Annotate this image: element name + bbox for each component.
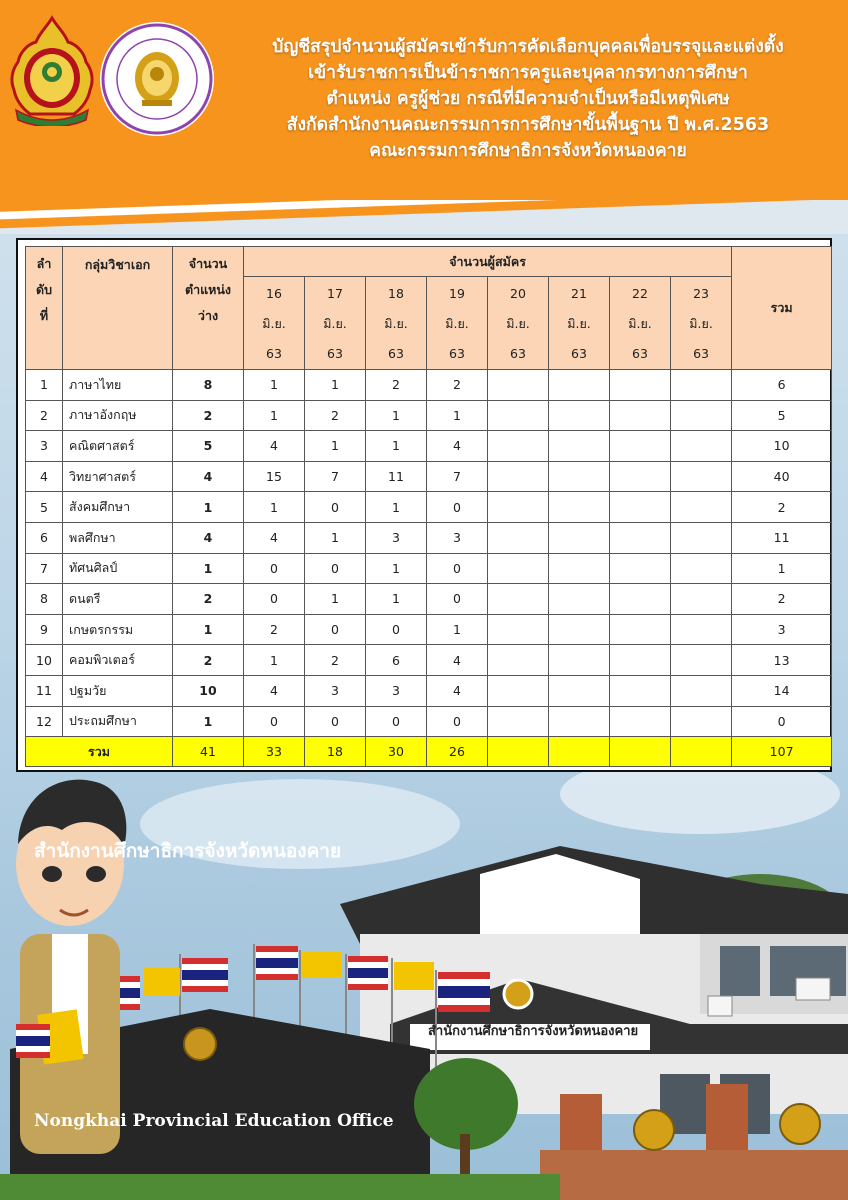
row-count-cell <box>488 522 549 553</box>
col-header-order-line: ที่ <box>39 308 49 323</box>
row-count-cell: 2 <box>366 370 427 401</box>
row-count-cell: 2 <box>244 614 305 645</box>
row-count-cell <box>549 400 610 431</box>
row-positions: 2 <box>173 400 244 431</box>
col-header-subject: กลุ่มวิชาเอก <box>63 247 173 370</box>
table-row <box>26 614 832 645</box>
row-count-cell <box>671 553 732 584</box>
row-count-cell: 0 <box>305 492 366 523</box>
row-total: 0 <box>732 706 832 737</box>
row-count-cell <box>549 522 610 553</box>
row-positions: 5 <box>173 431 244 462</box>
applicant-summary-table <box>25 246 832 767</box>
row-count-cell <box>549 553 610 584</box>
row-count-cell <box>488 584 549 615</box>
col-header-order <box>26 247 63 370</box>
row-count-cell: 15 <box>244 461 305 492</box>
row-count-cell: 1 <box>244 492 305 523</box>
row-count-cell: 1 <box>366 400 427 431</box>
date-day: 18 <box>388 286 404 301</box>
table-row <box>26 522 832 553</box>
row-total: 14 <box>732 675 832 706</box>
row-count-cell <box>488 431 549 462</box>
col-header-positions-line: ว่าง <box>197 308 219 323</box>
row-count-cell: 0 <box>305 553 366 584</box>
row-count-cell <box>610 522 671 553</box>
total-count-cell <box>488 737 549 767</box>
row-count-cell <box>549 614 610 645</box>
row-count-cell <box>610 553 671 584</box>
col-header-applicants: จำนวนผู้สมัคร <box>244 247 732 277</box>
row-count-cell: 1 <box>305 431 366 462</box>
row-subject: ทัศนศิลป์ <box>63 553 173 584</box>
row-count-cell: 0 <box>244 553 305 584</box>
row-number: 12 <box>26 706 63 737</box>
row-positions: 1 <box>173 553 244 584</box>
col-header-order-line: ดับ <box>35 282 53 297</box>
row-positions: 2 <box>173 584 244 615</box>
row-count-cell <box>549 492 610 523</box>
row-count-cell <box>610 431 671 462</box>
obec-emblem-icon <box>6 14 98 126</box>
row-count-cell: 0 <box>427 553 488 584</box>
total-count-cell: 18 <box>305 737 366 767</box>
header-stripe-divider <box>0 200 848 234</box>
date-year: 63 <box>693 346 709 361</box>
row-count-cell <box>549 461 610 492</box>
row-count-cell <box>488 492 549 523</box>
row-count-cell: 2 <box>305 400 366 431</box>
col-header-date <box>671 277 732 370</box>
row-count-cell <box>549 584 610 615</box>
row-total: 10 <box>732 431 832 462</box>
row-count-cell: 4 <box>427 645 488 676</box>
col-header-date <box>305 277 366 370</box>
col-header-positions <box>173 247 244 370</box>
total-count-cell <box>549 737 610 767</box>
row-subject: ภาษาอังกฤษ <box>63 400 173 431</box>
row-total: 11 <box>732 522 832 553</box>
date-month: มิ.ย. <box>689 316 713 331</box>
row-count-cell <box>549 431 610 462</box>
row-count-cell <box>610 675 671 706</box>
row-total: 3 <box>732 614 832 645</box>
col-header-date <box>610 277 671 370</box>
table-row <box>26 400 832 431</box>
row-number: 3 <box>26 431 63 462</box>
row-count-cell: 0 <box>244 706 305 737</box>
row-count-cell <box>671 614 732 645</box>
row-count-cell: 7 <box>305 461 366 492</box>
row-count-cell: 1 <box>366 584 427 615</box>
total-count-cell: 26 <box>427 737 488 767</box>
row-count-cell <box>610 400 671 431</box>
table-row <box>26 370 832 401</box>
row-subject: ภาษาไทย <box>63 370 173 401</box>
table-total-row <box>26 737 832 767</box>
date-year: 63 <box>571 346 587 361</box>
row-count-cell <box>671 706 732 737</box>
row-count-cell <box>488 645 549 676</box>
table-row <box>26 492 832 523</box>
row-count-cell: 1 <box>427 400 488 431</box>
row-number: 7 <box>26 553 63 584</box>
row-count-cell: 4 <box>244 522 305 553</box>
date-day: 20 <box>510 286 526 301</box>
row-number: 5 <box>26 492 63 523</box>
row-subject: วิทยาศาสตร์ <box>63 461 173 492</box>
row-count-cell: 4 <box>427 431 488 462</box>
table-row <box>26 645 832 676</box>
row-count-cell <box>671 431 732 462</box>
row-total: 40 <box>732 461 832 492</box>
row-count-cell: 1 <box>244 400 305 431</box>
row-count-cell <box>610 492 671 523</box>
row-count-cell: 1 <box>244 645 305 676</box>
date-day: 19 <box>449 286 465 301</box>
date-month: มิ.ย. <box>445 316 469 331</box>
building-name-text: สำนักงานศึกษาธิการจังหวัดหนองคาย <box>428 1024 639 1039</box>
date-month: มิ.ย. <box>323 316 347 331</box>
thai-flag-icon <box>182 958 228 992</box>
row-count-cell <box>488 553 549 584</box>
table-body <box>26 370 832 737</box>
row-count-cell <box>549 675 610 706</box>
row-subject: พลศึกษา <box>63 522 173 553</box>
row-number: 4 <box>26 461 63 492</box>
row-count-cell: 1 <box>305 584 366 615</box>
date-year: 63 <box>510 346 526 361</box>
row-subject: คณิตศาสตร์ <box>63 431 173 462</box>
row-positions: 4 <box>173 522 244 553</box>
row-count-cell: 1 <box>305 370 366 401</box>
row-count-cell <box>671 492 732 523</box>
date-year: 63 <box>449 346 465 361</box>
sign-english-text: Nongkhai Provincial Education Office <box>34 1111 394 1131</box>
row-number: 10 <box>26 645 63 676</box>
row-count-cell <box>610 584 671 615</box>
row-count-cell: 4 <box>427 675 488 706</box>
row-count-cell <box>488 461 549 492</box>
row-count-cell: 0 <box>244 584 305 615</box>
row-number: 11 <box>26 675 63 706</box>
row-subject: เกษตรกรรม <box>63 614 173 645</box>
row-count-cell: 1 <box>366 492 427 523</box>
row-count-cell <box>610 645 671 676</box>
header-banner <box>0 0 848 200</box>
col-header-date <box>244 277 305 370</box>
col-header-positions-line: จำนวน <box>188 256 228 271</box>
row-total: 2 <box>732 492 832 523</box>
row-positions: 2 <box>173 645 244 676</box>
title-line-2: เข้ารับราชการเป็นข้าราชการครูและบุคลากรทางการศึกษา <box>308 63 748 83</box>
date-month: มิ.ย. <box>384 316 408 331</box>
row-number: 8 <box>26 584 63 615</box>
row-count-cell: 0 <box>427 584 488 615</box>
row-count-cell: 6 <box>366 645 427 676</box>
date-year: 63 <box>327 346 343 361</box>
row-total: 2 <box>732 584 832 615</box>
row-number: 1 <box>26 370 63 401</box>
moe-office-seal-icon <box>100 22 214 136</box>
date-year: 63 <box>266 346 282 361</box>
table-row <box>26 675 832 706</box>
total-count-cell: 30 <box>366 737 427 767</box>
row-count-cell <box>549 706 610 737</box>
row-count-cell: 0 <box>366 614 427 645</box>
table-row <box>26 584 832 615</box>
row-count-cell <box>610 370 671 401</box>
row-count-cell <box>671 370 732 401</box>
row-count-cell: 1 <box>427 614 488 645</box>
total-count-cell <box>671 737 732 767</box>
table-row <box>26 706 832 737</box>
row-count-cell: 0 <box>305 706 366 737</box>
date-year: 63 <box>632 346 648 361</box>
row-subject: คอมพิวเตอร์ <box>63 645 173 676</box>
row-count-cell: 2 <box>305 645 366 676</box>
date-day: 23 <box>693 286 709 301</box>
row-count-cell <box>671 461 732 492</box>
title-line-5: คณะกรรมการศึกษาธิการจังหวัดหนองคาย <box>369 141 687 161</box>
row-count-cell <box>488 370 549 401</box>
title-line-3: ตำแหน่ง ครูผู้ช่วย กรณีที่มีความจำเป็นหรือมีเหตุพิเศษ <box>326 89 730 109</box>
row-total: 5 <box>732 400 832 431</box>
row-count-cell <box>671 645 732 676</box>
row-count-cell: 0 <box>305 614 366 645</box>
title-line-4: สังกัดสำนักงานคณะกรรมการการศึกษาขั้นพื้นฐาน ปี พ.ศ.2563 <box>286 115 770 135</box>
row-number: 2 <box>26 400 63 431</box>
date-day: 22 <box>632 286 648 301</box>
row-positions: 1 <box>173 492 244 523</box>
row-count-cell: 3 <box>305 675 366 706</box>
col-header-positions-line: ตำแหน่ง <box>184 282 232 297</box>
table-row <box>26 461 832 492</box>
row-positions: 1 <box>173 614 244 645</box>
row-subject: ดนตรี <box>63 584 173 615</box>
table-row <box>26 553 832 584</box>
row-count-cell: 0 <box>427 706 488 737</box>
row-count-cell <box>610 614 671 645</box>
row-count-cell: 3 <box>366 522 427 553</box>
col-header-date <box>488 277 549 370</box>
row-count-cell <box>488 400 549 431</box>
row-count-cell: 4 <box>244 675 305 706</box>
row-count-cell <box>610 706 671 737</box>
col-header-date <box>427 277 488 370</box>
row-count-cell <box>549 370 610 401</box>
row-count-cell <box>671 675 732 706</box>
row-count-cell: 7 <box>427 461 488 492</box>
date-month: มิ.ย. <box>262 316 286 331</box>
row-total: 13 <box>732 645 832 676</box>
row-count-cell <box>671 400 732 431</box>
total-positions: 41 <box>173 737 244 767</box>
date-month: มิ.ย. <box>506 316 530 331</box>
date-day: 16 <box>266 286 282 301</box>
row-count-cell: 3 <box>366 675 427 706</box>
row-count-cell: 1 <box>305 522 366 553</box>
row-number: 9 <box>26 614 63 645</box>
row-count-cell: 0 <box>427 492 488 523</box>
date-day: 17 <box>327 286 343 301</box>
total-count-cell: 33 <box>244 737 305 767</box>
grand-total: 107 <box>732 737 832 767</box>
row-count-cell: 1 <box>366 431 427 462</box>
table-header-row-1 <box>26 247 832 277</box>
row-subject: ประถมศึกษา <box>63 706 173 737</box>
row-subject: สังคมศึกษา <box>63 492 173 523</box>
title-line-1: บัญชีสรุปจำนวนผู้สมัครเข้ารับการคัดเลือกบุคคลเพื่อบรรจุและแต่งตั้ง <box>272 37 784 57</box>
row-count-cell: 0 <box>366 706 427 737</box>
row-count-cell <box>671 584 732 615</box>
row-count-cell <box>610 461 671 492</box>
row-count-cell: 3 <box>427 522 488 553</box>
total-count-cell <box>610 737 671 767</box>
applicant-summary-panel <box>16 238 832 772</box>
row-number: 6 <box>26 522 63 553</box>
date-month: มิ.ย. <box>567 316 591 331</box>
date-month: มิ.ย. <box>628 316 652 331</box>
table-row <box>26 431 832 462</box>
row-subject: ปฐมวัย <box>63 675 173 706</box>
row-positions: 1 <box>173 706 244 737</box>
row-count-cell <box>488 706 549 737</box>
col-header-date <box>549 277 610 370</box>
row-count-cell <box>549 645 610 676</box>
col-header-order-line: ลำ <box>36 256 52 271</box>
row-count-cell <box>671 522 732 553</box>
row-count-cell: 4 <box>244 431 305 462</box>
row-count-cell: 11 <box>366 461 427 492</box>
date-day: 21 <box>571 286 587 301</box>
row-positions: 8 <box>173 370 244 401</box>
row-total: 1 <box>732 553 832 584</box>
row-total: 6 <box>732 370 832 401</box>
total-label: รวม <box>26 737 173 767</box>
date-year: 63 <box>388 346 404 361</box>
col-header-total: รวม <box>732 247 832 370</box>
sign-thai-text: สำนักงานศึกษาธิการจังหวัดหนองคาย <box>34 840 342 862</box>
row-positions: 4 <box>173 461 244 492</box>
row-count-cell <box>488 675 549 706</box>
row-positions: 10 <box>173 675 244 706</box>
row-count-cell <box>488 614 549 645</box>
row-count-cell: 1 <box>244 370 305 401</box>
col-header-date <box>366 277 427 370</box>
row-count-cell: 1 <box>366 553 427 584</box>
row-count-cell: 2 <box>427 370 488 401</box>
page-title <box>218 34 838 164</box>
